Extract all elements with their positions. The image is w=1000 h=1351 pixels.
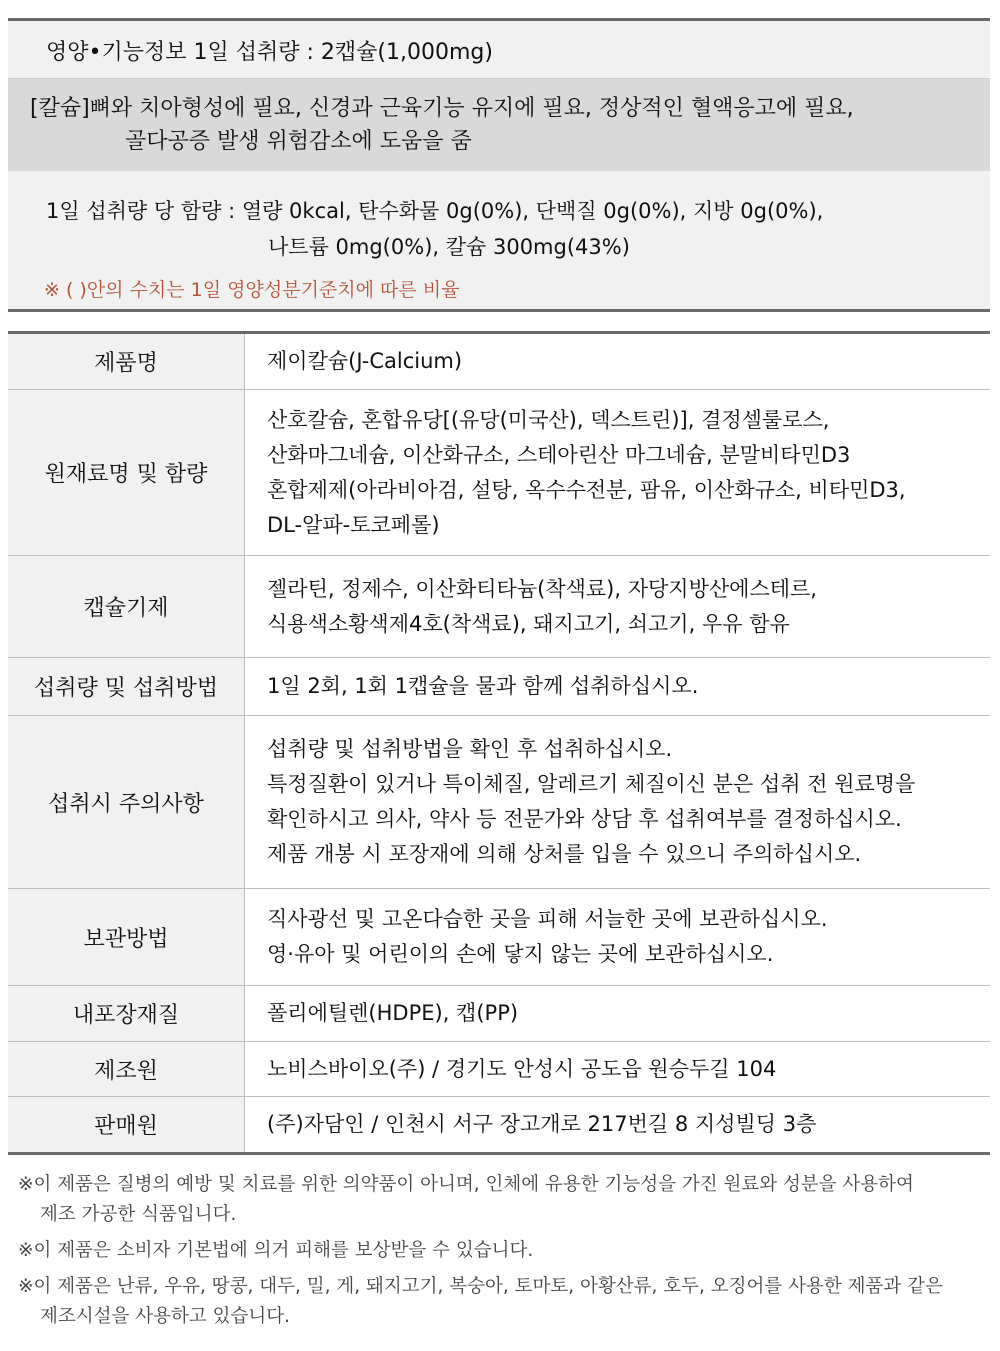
row-value	[245, 1042, 991, 1097]
nutrition-content-panel	[8, 171, 990, 312]
table-row	[8, 390, 990, 556]
row-value-line: 젤라틴, 정제수, 이산화티타늄(착색료), 자당지방산에스테르,	[267, 576, 817, 601]
row-value-line: 직사광선 및 고온다습한 곳을 피해 서늘한 곳에 보관하십시오.	[267, 907, 828, 931]
disclaimer-note	[18, 1236, 990, 1266]
row-value	[245, 986, 991, 1042]
nutrition-line: 나트륨 0mg(0%), 칼슘 300mg(43%)	[268, 235, 630, 259]
row-label: 보관방법	[8, 889, 245, 986]
row-label: 캡슐기제	[8, 556, 245, 658]
disclaimer-line: 제조 가공한 식품입니다.	[40, 1204, 237, 1225]
row-value-line: 특정질환이 있거나 특이체질, 알레르기 체질이신 분은 섭취 전 원료명을	[267, 772, 916, 796]
row-value	[245, 716, 991, 889]
row-value-line: 폴리에틸렌(HDPE), 캡(PP)	[267, 1001, 519, 1025]
disclaimer-line: ※이 제품은 질병의 예방 및 치료를 위한 의약품이 아니며, 인체에 유용한 기능성을 가진 원료와 성분을 사용하여	[18, 1174, 914, 1195]
row-label: 내포장재질	[8, 986, 245, 1042]
row-value	[245, 333, 991, 390]
row-value-line: DL-알파-토코페롤)	[267, 512, 440, 537]
functional-info-panel	[8, 79, 990, 171]
disclaimer-notes	[18, 1170, 990, 1338]
row-value-line: 섭취량 및 섭취방법을 확인 후 섭취하십시오.	[267, 737, 673, 761]
row-value-line: 산화마그네슘, 이산화규소, 스테아린산 마그네슘, 분말비타민D3	[267, 442, 851, 467]
row-label: 판매원	[8, 1097, 245, 1154]
product-info-table	[8, 331, 990, 1155]
row-value-line: 노비스바이오(주) / 경기도 안성시 공도읍 원승두길 104	[267, 1056, 777, 1081]
row-value-line: (주)자담인 / 인천시 서구 장고개로 217번길 8 지성빌딩 3층	[267, 1112, 817, 1136]
row-label: 제조원	[8, 1042, 245, 1097]
nutrition-note: ※ ( )안의 수치는 1일 영양성분기준치에 따른 비율	[44, 279, 460, 301]
disclaimer-line: ※이 제품은 소비자 기본법에 의거 피해를 보상받을 수 있습니다.	[18, 1240, 534, 1261]
row-value-line: 확인하시고 의사, 약사 등 전문가와 상담 후 섭취여부를 결정하십시오.	[267, 807, 902, 831]
table-row	[8, 1042, 990, 1097]
row-value	[245, 390, 991, 556]
row-label: 원재료명 및 함량	[8, 390, 245, 556]
functional-info-line: 골다공증 발생 위험감소에 도움을 줌	[125, 129, 472, 154]
row-value	[245, 658, 991, 716]
header-title: 영양•기능정보 1일 섭취량 : 2캡슐(1,000mg)	[46, 40, 493, 65]
row-value	[245, 1097, 991, 1154]
table-row	[8, 716, 990, 889]
table-row	[8, 889, 990, 986]
nutrition-line: 1일 섭취량 당 함량 : 열량 0kcal, 탄수화물 0g(0%), 단백질 0g(0%), 지방 0g(0%),	[46, 199, 824, 223]
row-value-line: 산호칼슘, 혼합유당[(유당(미국산), 덱스트린)], 결정셀룰로스,	[267, 407, 830, 432]
row-value-line: 1일 2회, 1회 1캡슐을 물과 함께 섭취하십시오.	[267, 674, 699, 698]
disclaimer-note	[18, 1272, 990, 1332]
row-label: 제품명	[8, 333, 245, 390]
row-value-line: 혼합제제(아라비아검, 설탕, 옥수수전분, 팜유, 이산화규소, 비타민D3,	[267, 477, 906, 502]
table-row	[8, 1097, 990, 1154]
table-row	[8, 986, 990, 1042]
nutrition-functional-header	[8, 21, 990, 79]
table-row	[8, 556, 990, 658]
disclaimer-note	[18, 1170, 990, 1230]
row-value-line: 제품 개봉 시 포장재에 의해 상처를 입을 수 있으니 주의하십시오.	[267, 842, 862, 866]
disclaimer-line: ※이 제품은 난류, 우유, 땅콩, 대두, 밀, 게, 돼지고기, 복숭아, 토마토, 아황산류, 호두, 오징어를 사용한 제품과 같은	[18, 1276, 943, 1297]
row-value-line: 제이칼슘(J-Calcium)	[267, 349, 463, 373]
row-value	[245, 556, 991, 658]
functional-info-line: [칼슘]뼈와 치아형성에 필요, 신경과 근육기능 유지에 필요, 정상적인 혈액응고에 필요,	[30, 96, 854, 121]
row-label: 섭취시 주의사항	[8, 716, 245, 889]
row-value	[245, 889, 991, 986]
row-value-line: 영·유아 및 어린이의 손에 닿지 않는 곳에 보관하십시오.	[267, 942, 774, 966]
table-row	[8, 333, 990, 390]
row-value-line: 식용색소황색제4호(착색료), 돼지고기, 쇠고기, 우유 함유	[267, 611, 790, 636]
table-row	[8, 658, 990, 716]
disclaimer-line: 제조시설을 사용하고 있습니다.	[40, 1306, 290, 1327]
row-label: 섭취량 및 섭취방법	[8, 658, 245, 716]
